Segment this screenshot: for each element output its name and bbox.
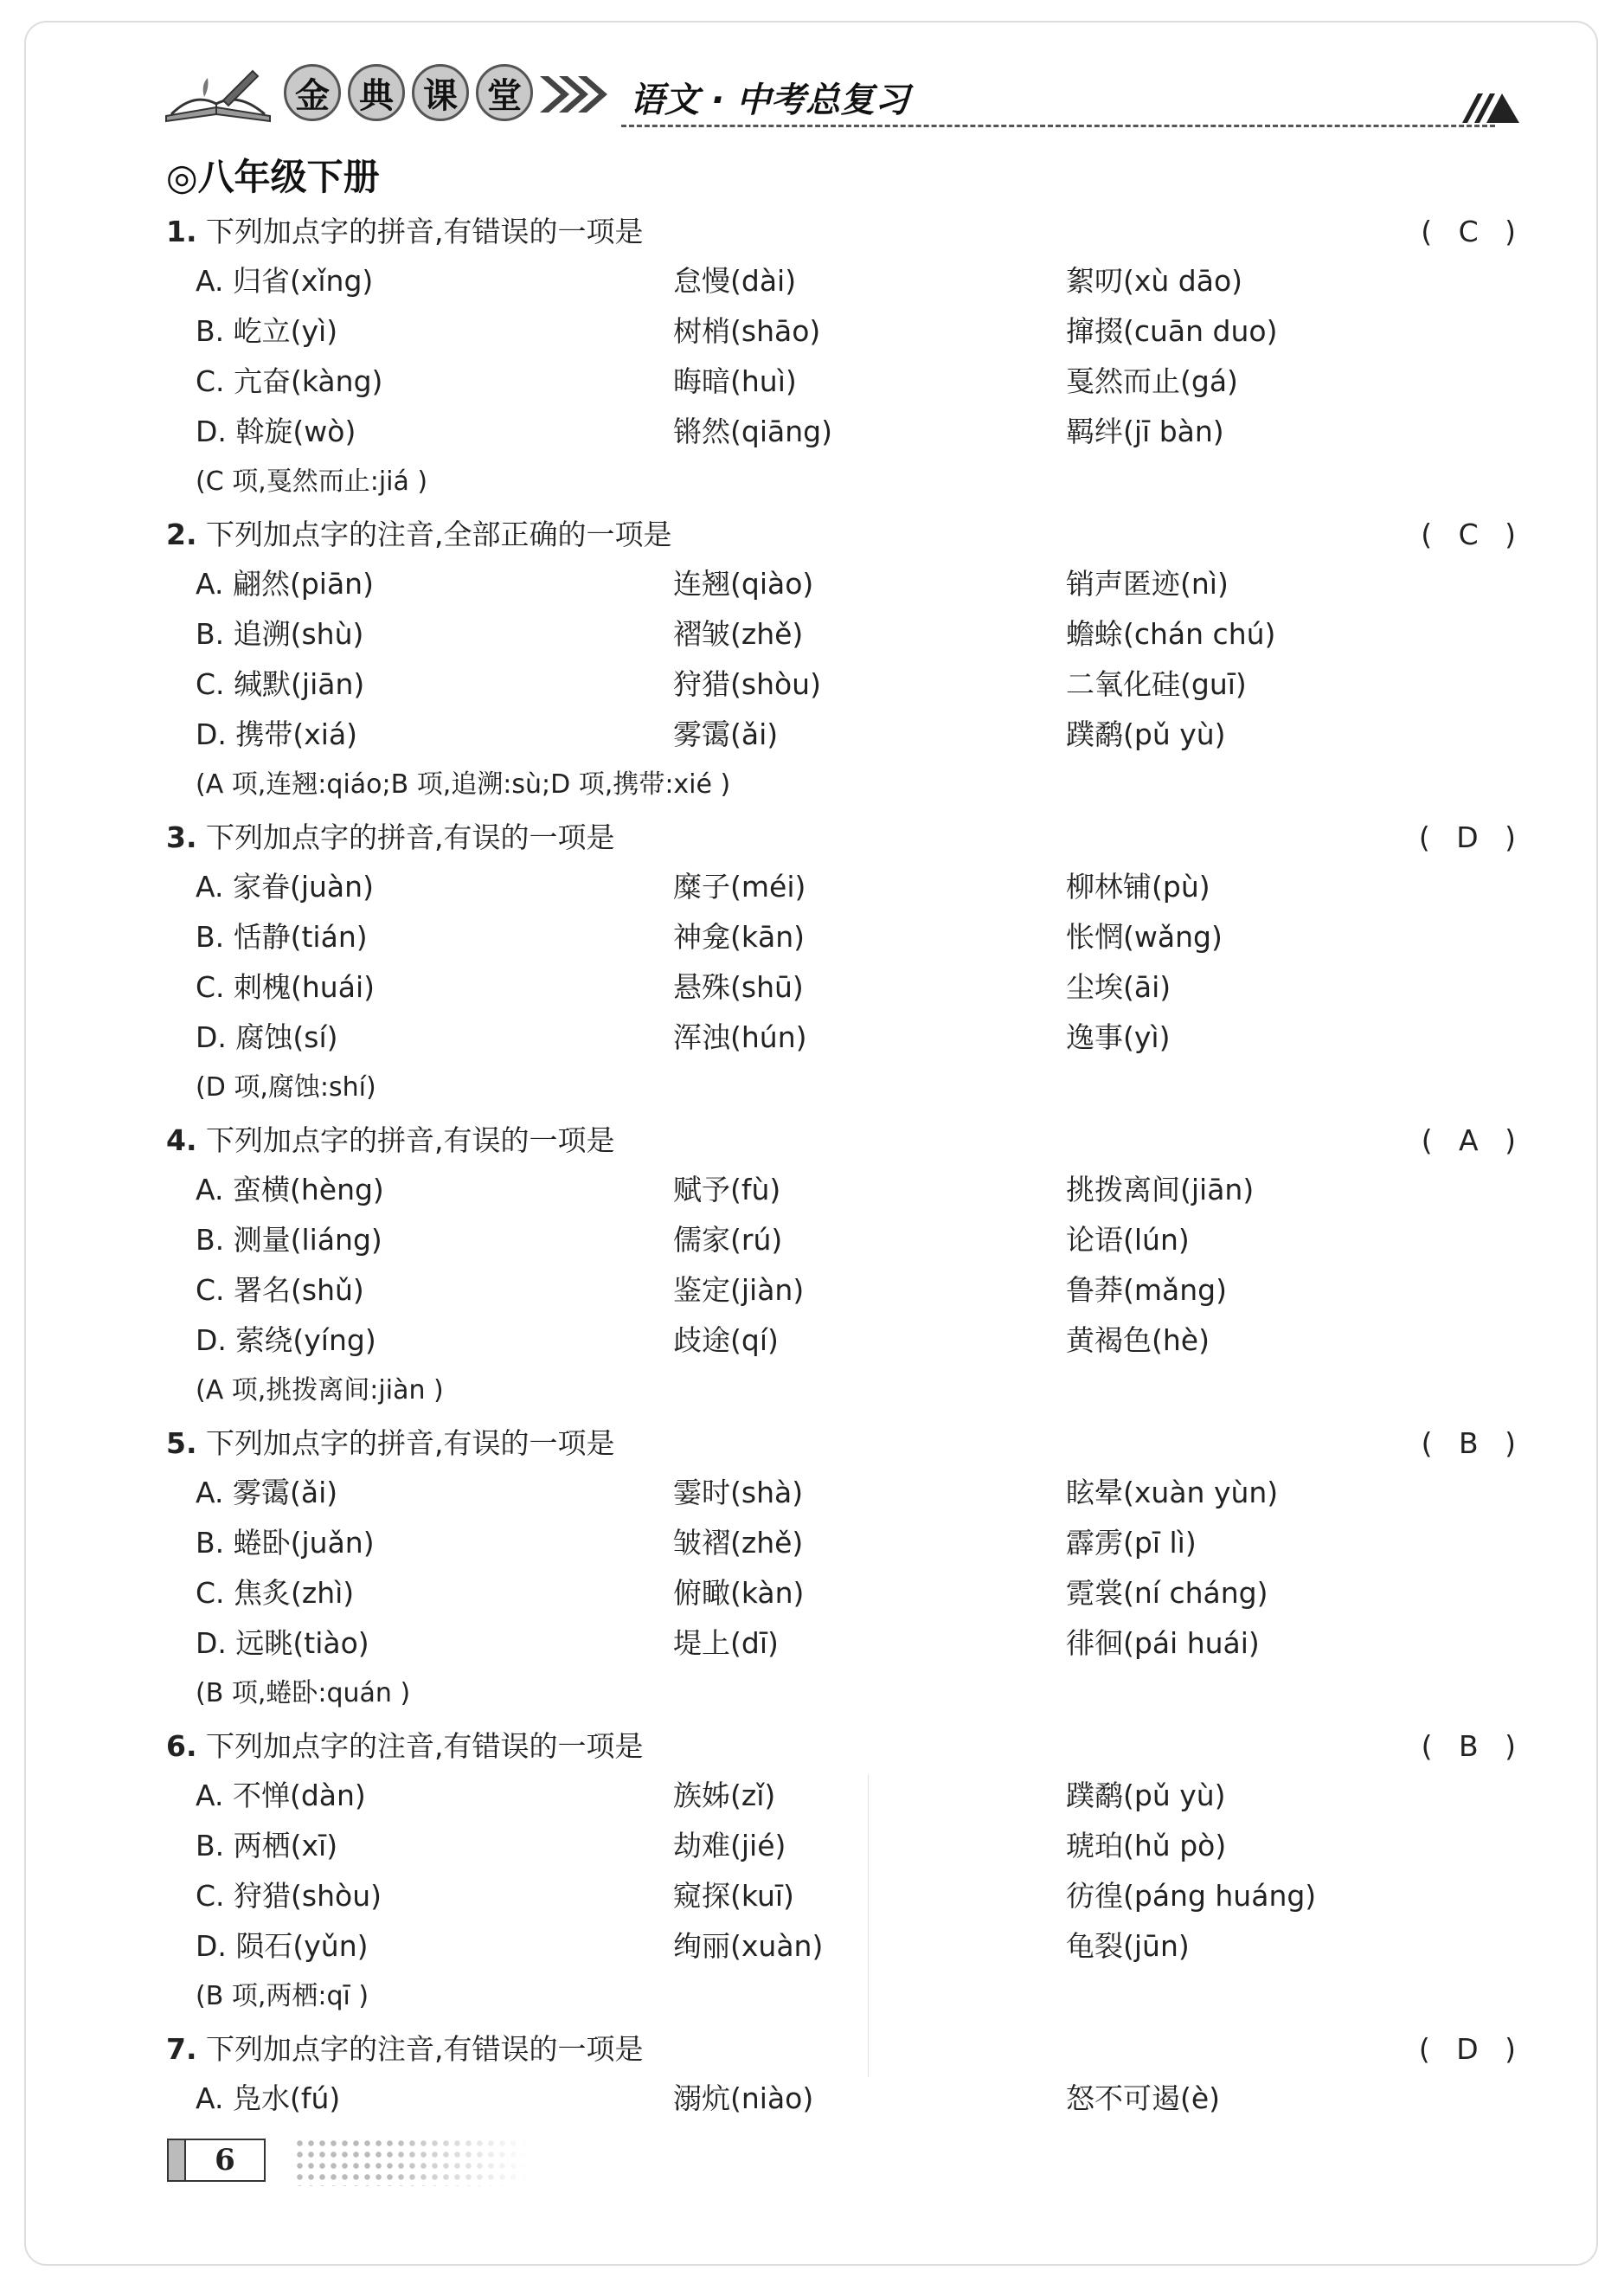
- option-item: 皱褶(zhě): [673, 1526, 804, 1560]
- option-item: 尘埃(āi): [1066, 970, 1171, 1004]
- option-item: A. 归省(xǐng): [196, 264, 374, 298]
- option-item: 树梢(shāo): [673, 314, 821, 348]
- option-item: A. 凫水(fú): [196, 2081, 341, 2115]
- option-item: C. 刺槐(huái): [196, 970, 375, 1004]
- option-row: [166, 1921, 1525, 1972]
- question-number: 7.: [166, 2032, 197, 2066]
- option-item: 劫难(jié): [673, 1829, 786, 1862]
- option-item: 狩猎(shòu): [673, 667, 821, 701]
- option-row: [166, 659, 1525, 710]
- double-chevron-icon: [536, 71, 611, 118]
- page-number-box: [167, 2139, 266, 2182]
- option-item: 溺炕(niào): [673, 2081, 814, 2115]
- option-item: B. 追溯(shù): [196, 617, 364, 651]
- question-number: 3.: [166, 820, 197, 854]
- question-text: 下列加点字的注音,有错误的一项是: [206, 1729, 644, 1763]
- question-7: [166, 2025, 1525, 2124]
- option-row: [166, 912, 1525, 962]
- question-1: [166, 208, 1525, 507]
- option-item: 销声匿迹(nì): [1066, 567, 1229, 601]
- option-item: 窥探(kuī): [673, 1879, 794, 1913]
- question-text: 下列加点字的拼音,有误的一项是: [206, 1426, 615, 1460]
- page-tab-icon: [169, 2140, 186, 2180]
- option-item: D. 陨石(yǔn): [196, 1929, 369, 1963]
- option-item: A. 翩然(piān): [196, 567, 374, 601]
- question-text: 下列加点字的拼音,有误的一项是: [206, 1123, 615, 1157]
- question-text: 下列加点字的拼音,有误的一项是: [206, 820, 615, 854]
- answer-note: (B 项,两栖:qī ): [196, 1981, 369, 2011]
- option-item: A. 雾霭(ǎi): [196, 1476, 338, 1509]
- option-row: [166, 407, 1525, 457]
- option-item: D. 远眺(tiào): [196, 1626, 369, 1660]
- option-row: [166, 2074, 1525, 2124]
- page-number: 6: [215, 2143, 235, 2177]
- option-row: [166, 1468, 1525, 1518]
- option-row: [166, 1165, 1525, 1215]
- open-book-pen-icon: [163, 66, 273, 126]
- option-item: C. 亢奋(kàng): [196, 364, 383, 398]
- book-subtitle: 语文 · 中考总复习: [630, 80, 910, 120]
- option-item: 柳林铺(pù): [1066, 870, 1210, 904]
- option-item: 儒家(rú): [673, 1223, 783, 1257]
- answer-bracket: ( C ): [1421, 215, 1525, 248]
- option-item: 挑拨离间(jiān): [1066, 1173, 1255, 1206]
- question-number: 6.: [166, 1729, 197, 1763]
- option-item: 蟾蜍(chán chú): [1066, 617, 1276, 651]
- section-title: ◎八年级下册: [166, 156, 380, 198]
- option-item: 黄褐色(hè): [1066, 1323, 1210, 1357]
- option-row: [166, 559, 1525, 609]
- option-item: 糜子(méi): [673, 870, 806, 904]
- answer-note: (D 项,腐蚀:shí): [196, 1072, 376, 1103]
- option-item: 绚丽(xuàn): [673, 1929, 824, 1963]
- option-item: 琥珀(hǔ pò): [1066, 1829, 1227, 1862]
- option-item: 鲁莽(mǎng): [1066, 1273, 1227, 1307]
- brand-char: 课: [412, 64, 469, 121]
- option-item: 锵然(qiāng): [673, 415, 832, 448]
- option-row: [166, 1618, 1525, 1669]
- option-item: 霹雳(pī lì): [1066, 1526, 1197, 1560]
- option-row: [166, 256, 1525, 306]
- question-4: [166, 1116, 1525, 1416]
- option-item: 怒不可遏(è): [1066, 2081, 1221, 2115]
- option-row: [166, 306, 1525, 357]
- option-item: 二氧化硅(guī): [1066, 667, 1247, 701]
- option-item: 彷徨(páng huáng): [1066, 1879, 1317, 1913]
- option-item: 晦暗(huì): [673, 364, 797, 398]
- question-stem: [166, 1419, 1525, 1468]
- header-divider: [621, 125, 1495, 127]
- option-item: C. 缄默(jiān): [196, 667, 365, 701]
- option-item: 连翘(qiào): [673, 567, 814, 601]
- option-row: [166, 1568, 1525, 1618]
- option-item: 族姊(zǐ): [673, 1779, 776, 1812]
- answer-bracket: ( B ): [1421, 1426, 1525, 1460]
- option-item: B. 蜷卧(juǎn): [196, 1526, 375, 1560]
- question-stem: [166, 208, 1525, 256]
- option-row: [166, 962, 1525, 1013]
- option-item: 怅惘(wǎng): [1066, 920, 1223, 954]
- question-text: 下列加点字的注音,有错误的一项是: [206, 2032, 644, 2066]
- question-text: 下列加点字的拼音,有错误的一项是: [206, 215, 644, 248]
- option-item: 神龛(kān): [673, 920, 805, 954]
- option-row: [166, 1771, 1525, 1821]
- option-row: [166, 1215, 1525, 1265]
- option-item: 论语(lún): [1066, 1223, 1190, 1257]
- option-item: C. 狩猎(shòu): [196, 1879, 382, 1913]
- option-row: [166, 357, 1525, 407]
- option-item: B. 恬静(tián): [196, 920, 368, 954]
- answer-bracket: ( C ): [1421, 518, 1525, 551]
- question-number: 5.: [166, 1426, 197, 1460]
- scan-divider-line: [868, 1774, 869, 2077]
- option-row: [166, 862, 1525, 912]
- option-item: 羁绊(jī bàn): [1066, 415, 1224, 448]
- option-item: 龟裂(jūn): [1066, 1929, 1190, 1963]
- corner-stripes-icon: [1460, 90, 1521, 125]
- option-item: 赋予(fù): [673, 1173, 781, 1206]
- option-item: 歧途(qí): [673, 1323, 779, 1357]
- option-item: A. 不惮(dàn): [196, 1779, 366, 1812]
- option-item: 鉴定(jiàn): [673, 1273, 805, 1307]
- option-item: C. 焦炙(zhì): [196, 1576, 355, 1610]
- option-item: 徘徊(pái huái): [1066, 1626, 1260, 1660]
- option-row: [166, 1013, 1525, 1063]
- answer-note: (B 项,蜷卧:quán ): [196, 1678, 411, 1708]
- option-item: B. 测量(liáng): [196, 1223, 382, 1257]
- page-header: [163, 59, 1521, 137]
- option-item: D. 萦绕(yíng): [196, 1323, 376, 1357]
- question-stem: [166, 511, 1525, 559]
- answer-note: (A 项,连翘:qiáo;B 项,追溯:sù;D 项,携带:xié ): [196, 769, 731, 800]
- option-item: D. 腐蚀(sí): [196, 1020, 338, 1054]
- option-item: 眩晕(xuàn yùn): [1066, 1476, 1279, 1509]
- option-item: 褶皱(zhě): [673, 617, 804, 651]
- option-item: B. 屹立(yì): [196, 314, 338, 348]
- option-item: A. 蛮横(hèng): [196, 1173, 384, 1206]
- option-item: 怠慢(dài): [673, 264, 797, 298]
- option-row: [166, 1265, 1525, 1315]
- question-6: [166, 1722, 1525, 2022]
- option-item: 絮叨(xù dāo): [1066, 264, 1243, 298]
- option-item: 悬殊(shū): [673, 970, 804, 1004]
- answer-bracket: ( D ): [1418, 820, 1525, 854]
- option-item: 蹼鹬(pǔ yù): [1066, 1779, 1226, 1812]
- option-item: 撺掇(cuān duo): [1066, 314, 1278, 348]
- question-3: [166, 814, 1525, 1113]
- question-stem: [166, 1116, 1525, 1165]
- option-item: 雾霭(ǎi): [673, 717, 779, 751]
- option-item: 霎时(shà): [673, 1476, 804, 1509]
- option-row: [166, 1821, 1525, 1871]
- option-item: 逸事(yì): [1066, 1020, 1171, 1054]
- option-item: 蹼鹬(pǔ yù): [1066, 717, 1226, 751]
- question-stem: [166, 2025, 1525, 2074]
- question-2: [166, 511, 1525, 810]
- option-item: 戛然而止(gá): [1066, 364, 1238, 398]
- answer-bracket: ( B ): [1421, 1729, 1525, 1763]
- option-row: [166, 609, 1525, 659]
- question-5: [166, 1419, 1525, 1719]
- decorative-dots: [294, 2138, 528, 2186]
- brand-char: 堂: [476, 64, 533, 121]
- brand-title: [284, 64, 533, 121]
- option-item: 霓裳(ní cháng): [1066, 1576, 1268, 1610]
- answer-bracket: ( D ): [1418, 2032, 1525, 2066]
- question-text: 下列加点字的注音,全部正确的一项是: [206, 518, 672, 551]
- option-item: D. 斡旋(wò): [196, 415, 356, 448]
- question-stem: [166, 1722, 1525, 1771]
- question-stem: [166, 814, 1525, 862]
- option-item: B. 两栖(xī): [196, 1829, 338, 1862]
- option-item: D. 携带(xiá): [196, 717, 358, 751]
- option-item: A. 家眷(juàn): [196, 870, 374, 904]
- option-item: 堤上(dī): [673, 1626, 779, 1660]
- question-number: 4.: [166, 1123, 197, 1157]
- answer-bracket: ( A ): [1421, 1123, 1525, 1157]
- answer-note: (C 项,戛然而止:jiá ): [196, 466, 428, 497]
- option-row: [166, 1315, 1525, 1366]
- brand-char: 典: [348, 64, 405, 121]
- option-item: 俯瞰(kàn): [673, 1576, 805, 1610]
- option-row: [166, 710, 1525, 760]
- option-row: [166, 1871, 1525, 1921]
- answer-note: (A 项,挑拨离间:jiàn ): [196, 1375, 444, 1406]
- option-item: C. 署名(shǔ): [196, 1273, 364, 1307]
- option-row: [166, 1518, 1525, 1568]
- brand-char: 金: [284, 64, 341, 121]
- question-number: 1.: [166, 215, 197, 248]
- option-item: 浑浊(hún): [673, 1020, 807, 1054]
- question-number: 2.: [166, 518, 197, 551]
